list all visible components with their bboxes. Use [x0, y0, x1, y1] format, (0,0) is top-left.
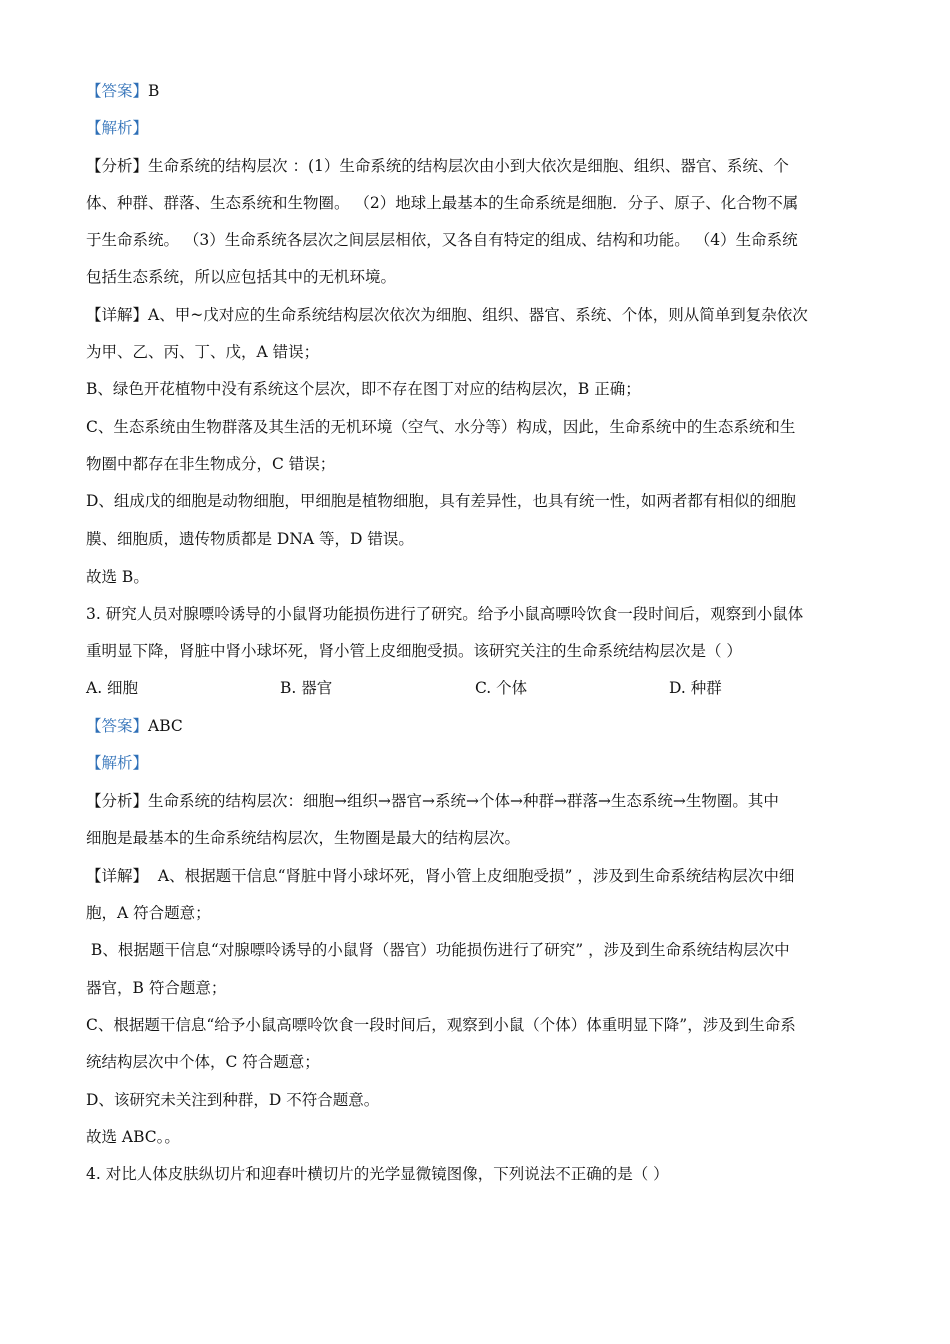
analysis-tag: 【解析】 [86, 119, 149, 137]
q3-xiangjie-line-4: 器官，B 符合题意； [86, 979, 227, 997]
q3-option-d: D. 种群 [669, 679, 722, 697]
xiangjie-tag: 【详解】 [86, 867, 149, 885]
q4-stem: 4. 对比人体皮肤纵切片和迎春叶横切片的光学显微镜图像，下列说法不正确的是（ ） [86, 1165, 669, 1183]
q3-fenxi-line-1 [86, 790, 876, 812]
q2-fenxi-line-2: 体、种群、群落、生态系统和生物圈。 （2）地球上最基本的生命系统是细胞．分子、原子、化合物不属 [86, 194, 799, 212]
q2-xiangjie-line-2: 为甲、乙、丙、丁、戊，A 错误； [86, 343, 320, 361]
q3-stem-line-2: 重明显下降，肾脏中肾小球坏死，肾小管上皮细胞受损。该研究关注的生命系统结构层次是（ ） [86, 642, 742, 660]
analysis-tag: 【解析】 [86, 754, 149, 772]
q2-xiangjie-text-1: A、甲~戊对应的生命系统结构层次依次为细胞、组织、器官、系统、个体，则从简单到复杂依次 [148, 306, 808, 324]
q2-xiangjie-line-1 [86, 304, 876, 326]
q3-answer-line [86, 715, 876, 737]
q2-xiangjie-line-6: D、组成戊的细胞是动物细胞，甲细胞是植物细胞，具有差异性，也具有统一性，如两者都有相似的细胞 [86, 492, 796, 510]
fenxi-tag: 【分析】 [86, 792, 149, 810]
q2-xiangjie-line-3: B、绿色开花植物中没有系统这个层次，即不存在图丁对应的结构层次，B 正确； [86, 380, 641, 398]
xiangjie-tag: 【详解】 [86, 306, 149, 324]
q3-xiangjie-line-3: B、根据题干信息“对腺嘌呤诱导的小鼠肾（器官）功能损伤进行了研究” ，涉及到生命系统结构层次中 [86, 941, 790, 959]
q3-xiangjie-line-2: 胞，A 符合题意； [86, 904, 211, 922]
q2-xiangjie-line-7: 膜、细胞质，遗传物质都是 DNA 等，D 错误。 [86, 530, 414, 548]
q2-answer-line [86, 80, 876, 102]
q3-xiangjie-line-7: D、该研究未关注到种群，D 不符合题意。 [86, 1091, 380, 1109]
q3-option-c: C. 个体 [475, 679, 528, 697]
q3-fenxi-line-2: 细胞是最基本的生命系统结构层次，生物圈是最大的结构层次。 [86, 829, 521, 847]
q2-fenxi-line-1 [86, 155, 876, 177]
q2-fenxi-text-1: 生命系统的结构层次 ：(1）生命系统的结构层次由小到大依次是细胞、组织、器官、系统、个 [148, 157, 789, 175]
answer-tag: 【答案】 [86, 82, 149, 100]
q3-option-a: A. 细胞 [86, 679, 139, 697]
q2-answer: B [148, 82, 160, 100]
q3-options [86, 677, 876, 699]
q3-xiangjie-line-8: 故选 ABC。。 [86, 1128, 180, 1146]
q3-xiangjie-line-6: 统结构层次中个体，C 符合题意； [86, 1053, 320, 1071]
q2-xiangjie-line-4: C、生态系统由生物群落及其生活的无机环境（空气、水分等）构成，因此，生命系统中的生态系统和生 [86, 418, 796, 436]
q3-xiangjie-line-5: C、根据题干信息“给予小鼠高嘌呤饮食一段时间后，观察到小鼠（个体）体重明显下降”，涉及到生命系 [86, 1016, 796, 1034]
q3-option-b: B. 器官 [280, 679, 333, 697]
q2-xiangjie-line-5: 物圈中都存在非生物成分，C 错误； [86, 455, 336, 473]
fenxi-tag: 【分析】 [86, 157, 149, 175]
q3-analysis-heading [86, 752, 876, 774]
q3-xiangjie-text-1: A、根据题干信息“肾脏中肾小球坏死，肾小管上皮细胞受损” ，涉及到生命系统结构层次中细 [148, 867, 795, 885]
q3-answer: ABC [148, 717, 183, 735]
q3-xiangjie-line-1 [86, 865, 876, 887]
answer-tag: 【答案】 [86, 717, 149, 735]
q2-fenxi-line-3: 于生命系统。 （3）生命系统各层次之间层层相依，又各自有特定的组成、结构和功能。 （4）生命系统 [86, 231, 798, 249]
q2-fenxi-line-4: 包括生态系统，所以应包括其中的无机环境。 [86, 268, 397, 286]
q3-stem-line-1: 3. 研究人员对腺嘌呤诱导的小鼠肾功能损伤进行了研究。给予小鼠高嘌呤饮食一段时间后，观察到小鼠体 [86, 605, 804, 623]
q2-analysis-heading [86, 117, 876, 139]
q3-fenxi-text-1: 生命系统的结构层次：细胞→组织→器官→系统→个体→种群→群落→生态系统→生物圈。其中 [148, 792, 779, 810]
q2-xiangjie-line-8: 故选 B。 [86, 568, 149, 586]
